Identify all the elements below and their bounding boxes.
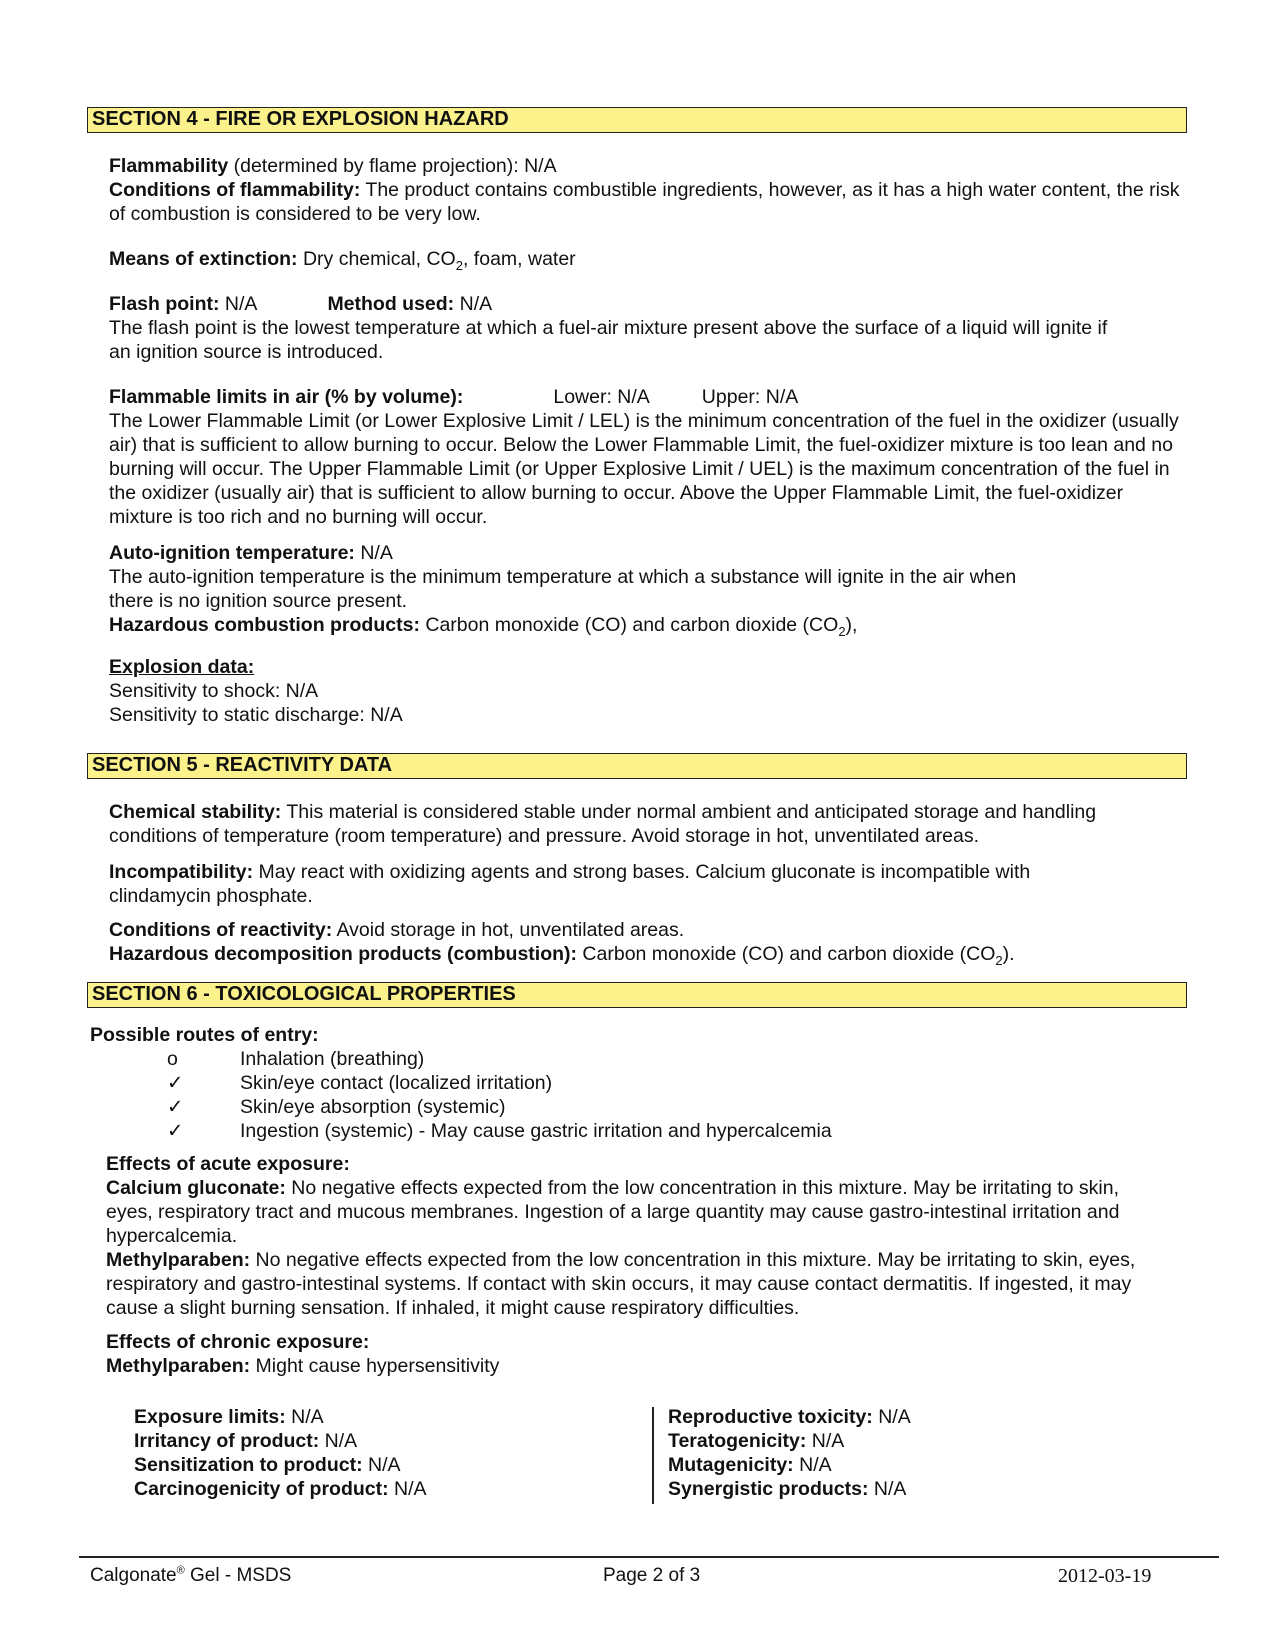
reactivity-text: Avoid storage in hot, unventilated areas.: [332, 919, 685, 941]
tox-label: Exposure limits:: [134, 1406, 286, 1428]
method-value: N/A: [454, 293, 493, 315]
product-suffix: Gel - MSDS: [184, 1565, 292, 1586]
extinction-text-end: , foam, water: [462, 248, 576, 270]
calcium-text: No negative effects expected from the low concentration in this mixture. May be irritating to skin, eyes, respiratory tract and mucous membranes. Ingestion of a large quantity may cause gastro-intestinal irritation and hypercalcemia.: [106, 1177, 1120, 1247]
autoign-label: Auto-ignition temperature:: [109, 542, 355, 564]
tox-item: [668, 1477, 911, 1501]
reactivity-block: [109, 918, 1189, 966]
static-sensitivity: Sensitivity to static discharge: N/A: [109, 704, 403, 726]
checkmark-icon: ✓: [167, 1120, 184, 1142]
incompat-line: [109, 860, 1109, 908]
hazcomb-text: Carbon monoxide (CO) and carbon dioxide (CO: [419, 614, 839, 636]
hazcomb-subscript: 2: [838, 623, 846, 639]
stability-line: [109, 800, 1189, 848]
route-text: Skin/eye contact (localized irritation): [240, 1072, 553, 1094]
tox-item: [134, 1429, 427, 1453]
chronic-methyl-text: Might cause hypersensitivity: [250, 1355, 500, 1377]
incompat-label: Incompatibility:: [109, 861, 254, 883]
stability-label: Chemical stability:: [109, 801, 282, 823]
route-text: Skin/eye absorption (systemic): [240, 1096, 506, 1118]
routes-list: [109, 1047, 1009, 1143]
extinction-line: [109, 247, 1189, 271]
incompat-text: May react with oxidizing agents and strong bases. Calcium gluconate is incompatible with clindamycin phosphate.: [109, 861, 1031, 907]
product-name: Calgonate: [90, 1565, 177, 1586]
tox-value: N/A: [793, 1454, 832, 1476]
tox-label: Carcinogenicity of product:: [134, 1478, 389, 1500]
methyl-line: [106, 1248, 1166, 1320]
flash-label: Flash point:: [109, 293, 220, 315]
reactivity-label: Conditions of reactivity:: [109, 919, 333, 941]
tox-value: N/A: [319, 1430, 358, 1452]
tox-item: [134, 1477, 427, 1501]
limits-description: The Lower Flammable Limit (or Lower Explosive Limit / LEL) is the minimum concentration of the fuel in the oxidizer (usually air) that is sufficient to allow burning to occur. Below the Lower Flammable Limit, the fuel-oxidizer mixture is too lean and no burning will occur. The Upper Flammable Limit (or Upper Explosive Limit / UEL) is the maximum concentration of the fuel in the oxidizer (usually air) that is sufficient to allow burning to occur. Above the Upper Flammable Limit, the fuel-oxidizer mixture is too rich and no burning will occur.: [109, 410, 1179, 528]
tox-value: N/A: [872, 1406, 911, 1428]
routes-label: Possible routes of entry:: [90, 1024, 319, 1046]
autoign-description: The auto-ignition temperature is the minimum temperature at which a substance will ignite in the air when there is no ignition source present.: [109, 566, 1017, 612]
incompat-block: [109, 860, 1109, 908]
limits-block: [109, 385, 1189, 529]
flash-block: [109, 292, 1189, 364]
hazcomb-label: Hazardous combustion products:: [109, 614, 420, 636]
tox-item: [668, 1405, 911, 1429]
calcium-line: [106, 1176, 1166, 1248]
tox-value: N/A: [388, 1478, 427, 1500]
hazcomb-text-end: ),: [845, 614, 858, 636]
tox-left-column: [134, 1405, 427, 1501]
hazcomb-line: [109, 613, 1189, 637]
checkmark-icon: ✓: [167, 1096, 184, 1118]
decomp-text: Carbon monoxide (CO) and carbon dioxide (CO: [577, 943, 996, 965]
stability-text: This material is considered stable under normal ambient and anticipated storage and handling conditions of temperature (room temperature) and pressure. Avoid storage in hot, unventilated areas.: [109, 801, 1097, 847]
flammability-label: Flammability: [109, 155, 229, 177]
section-4-body: [109, 154, 1189, 226]
conditions-line: [109, 178, 1189, 226]
registered-mark: ®: [176, 1564, 185, 1577]
checkmark-icon: ✓: [167, 1072, 184, 1094]
conditions-label: Conditions of flammability:: [109, 179, 361, 201]
footer-rule: [79, 1556, 1219, 1558]
section-4-header: SECTION 4 - FIRE OR EXPLOSION HAZARD: [87, 107, 1187, 133]
flash-line: [109, 292, 1189, 316]
limits-line: [109, 385, 1189, 409]
autoign-block: [109, 541, 1189, 637]
methyl-label: Methylparaben:: [106, 1249, 251, 1271]
decomp-subscript: 2: [995, 952, 1003, 968]
decomp-text-end: ).: [1002, 943, 1015, 965]
autoign-value: N/A: [354, 542, 393, 564]
route-mark-icon: o: [167, 1048, 178, 1070]
section-6-header: SECTION 6 - TOXICOLOGICAL PROPERTIES: [87, 982, 1187, 1008]
tox-value: N/A: [806, 1430, 845, 1452]
lower-limit: Lower: N/A: [553, 386, 650, 408]
shock-sensitivity: Sensitivity to shock: N/A: [109, 680, 319, 702]
route-item: [109, 1119, 1009, 1143]
tox-item: [668, 1453, 911, 1477]
calcium-label: Calcium gluconate:: [106, 1177, 286, 1199]
chronic-methyl-line: [106, 1354, 1186, 1378]
acute-block: [106, 1152, 1166, 1320]
tox-item: [668, 1429, 911, 1453]
chronic-block: [106, 1330, 1186, 1378]
route-item: [109, 1095, 1009, 1119]
tox-value: N/A: [285, 1406, 324, 1428]
extinction-text: Dry chemical, CO: [297, 248, 456, 270]
extinction-label: Means of extinction:: [109, 248, 298, 270]
tox-item: [134, 1453, 427, 1477]
route-text: Ingestion (systemic) - May cause gastric irritation and hypercalcemia: [240, 1120, 832, 1142]
flash-value: N/A: [219, 293, 258, 315]
flammability-line: [109, 154, 1189, 178]
stability-block: [109, 800, 1189, 848]
method-label: Method used:: [327, 293, 455, 315]
methyl-text: No negative effects expected from the low concentration in this mixture. May be irritating to skin, eyes, respiratory and gastro-intestinal systems. If contact with skin occurs, it may cause contact dermatitis. If ingested, it may cause a slight burning sensation. If inhaled, it might cause respiratory difficulties.: [106, 1249, 1136, 1319]
footer-date: 2012-03-19: [1058, 1565, 1152, 1587]
explosion-label: Explosion data:: [109, 656, 255, 678]
chronic-methyl-label: Methylparaben:: [106, 1355, 251, 1377]
section-5-header: SECTION 5 - REACTIVITY DATA: [87, 753, 1187, 779]
limits-label: Flammable limits in air (% by volume):: [109, 386, 464, 408]
column-divider: [652, 1407, 654, 1504]
tox-value: N/A: [362, 1454, 401, 1476]
tox-label: Irritancy of product:: [134, 1430, 320, 1452]
conditions-text: The product contains combustible ingredients, however, as it has a high water content, the risk of combustion is considered to be very low.: [109, 179, 1180, 225]
chronic-label: Effects of chronic exposure:: [106, 1331, 370, 1353]
flash-description: The flash point is the lowest temperature at which a fuel-air mixture present above the surface of a liquid will ignite if an ignition source is introduced.: [109, 317, 1108, 363]
explosion-block: [109, 655, 1189, 727]
tox-label: Mutagenicity:: [668, 1454, 794, 1476]
reactivity-line: [109, 918, 1189, 942]
footer-page-number: Page 2 of 3: [603, 1565, 701, 1586]
extinction-subscript: 2: [455, 257, 463, 273]
decomp-line: [109, 942, 1189, 966]
route-item: [109, 1071, 1009, 1095]
tox-label: Reproductive toxicity:: [668, 1406, 873, 1428]
flammability-value: (determined by flame projection): N/A: [228, 155, 557, 177]
autoign-line: [109, 541, 1189, 565]
decomp-label: Hazardous decomposition products (combustion):: [109, 943, 578, 965]
route-text: Inhalation (breathing): [240, 1048, 425, 1070]
tox-label: Teratogenicity:: [668, 1430, 807, 1452]
upper-limit: Upper: N/A: [701, 386, 799, 408]
tox-item: [134, 1405, 427, 1429]
tox-value: N/A: [868, 1478, 907, 1500]
tox-label: Synergistic products:: [668, 1478, 869, 1500]
tox-right-column: [668, 1405, 911, 1501]
acute-label: Effects of acute exposure:: [106, 1153, 350, 1175]
tox-label: Sensitization to product:: [134, 1454, 363, 1476]
footer-product: [90, 1564, 291, 1588]
route-item: [109, 1047, 1009, 1071]
